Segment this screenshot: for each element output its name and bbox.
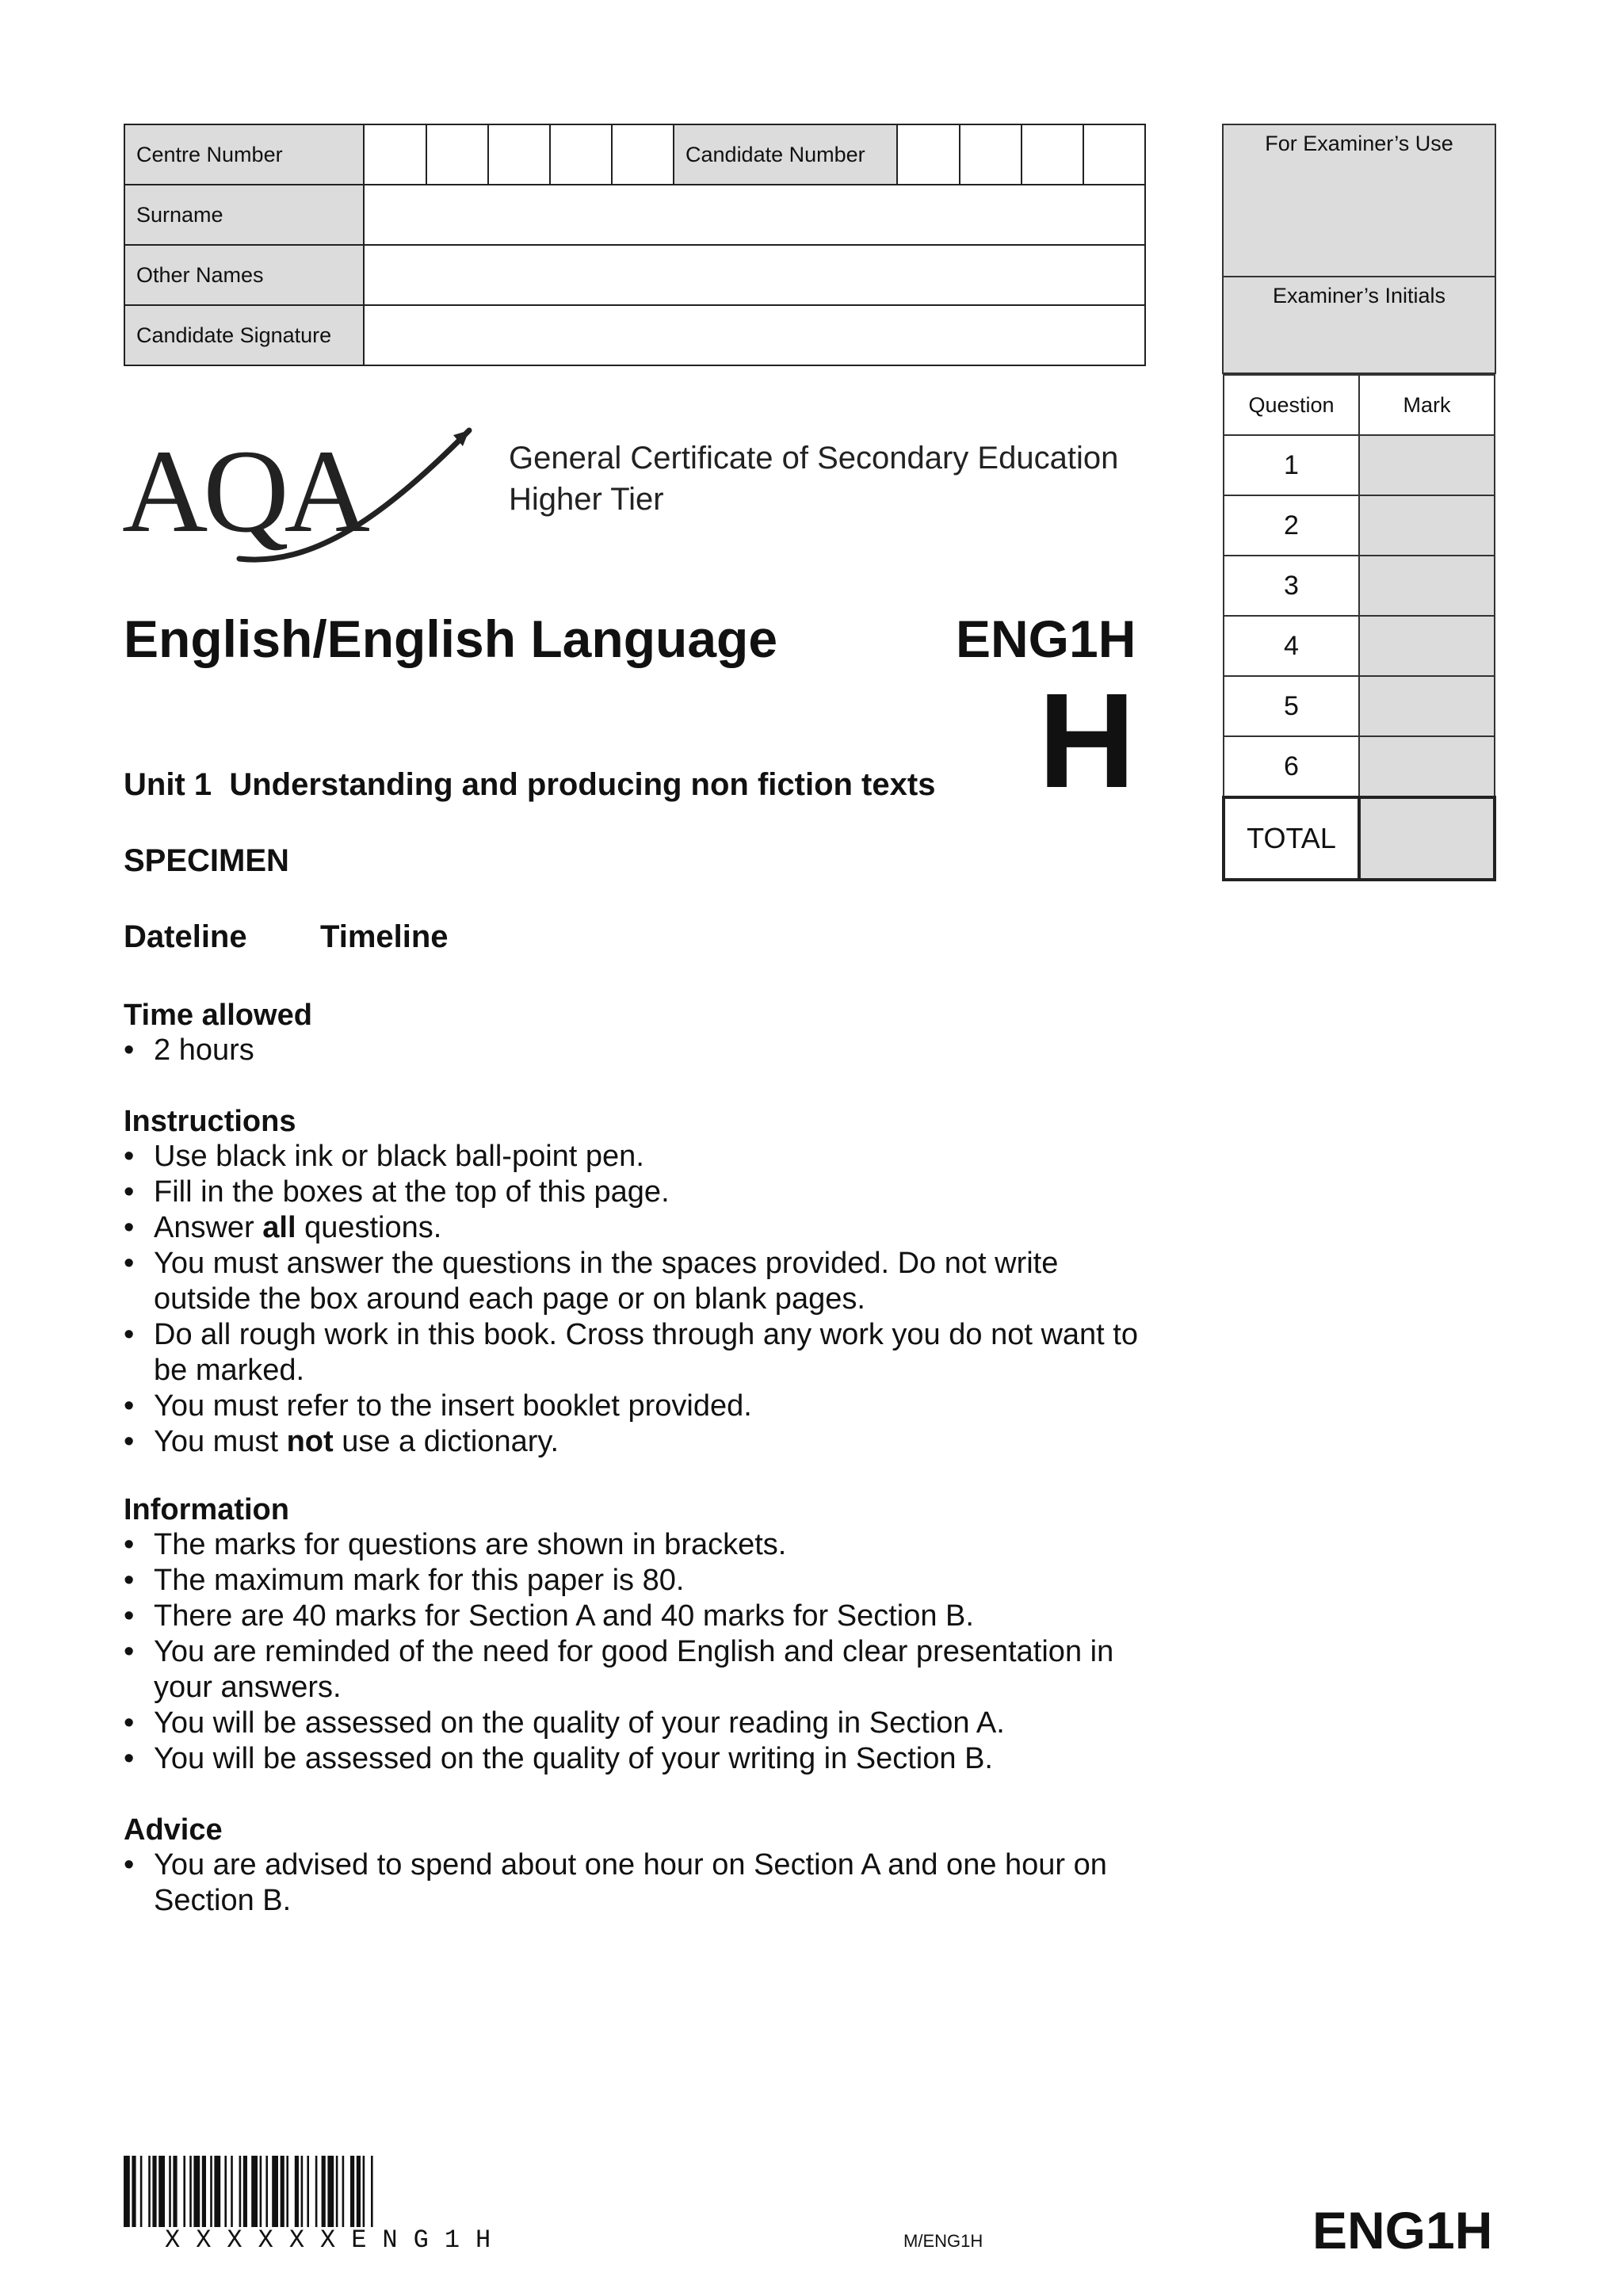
barcode-bar xyxy=(214,2156,220,2227)
question-number: 6 xyxy=(1224,736,1359,797)
advice-heading: Advice xyxy=(124,1813,223,1847)
mark-box[interactable] xyxy=(1359,676,1495,736)
list-item: • You must refer to the insert booklet provided. xyxy=(124,1389,1160,1424)
barcode-bar xyxy=(371,2156,373,2227)
qualification-block xyxy=(509,437,1118,520)
barcode-bar xyxy=(169,2156,171,2227)
examiner-initials-label: Examiner’s Initials xyxy=(1222,277,1496,374)
barcode-bar xyxy=(307,2156,309,2227)
information-heading: Information xyxy=(124,1493,289,1526)
time-allowed-section xyxy=(124,999,1160,1068)
marks-row xyxy=(1224,495,1495,556)
question-number: 5 xyxy=(1224,676,1359,736)
centre-candidate-row xyxy=(124,124,1145,185)
subject-title: English/English Language xyxy=(124,609,778,668)
tier-letter: H xyxy=(1038,666,1136,816)
list-item: • You are advised to spend about one hour on Section A and one hour on Section B. xyxy=(124,1847,1160,1919)
list-item: • Use black ink or black ball-point pen. xyxy=(124,1139,1160,1175)
list-item: • There are 40 marks for Section A and 40 marks for Section B. xyxy=(124,1599,1160,1634)
mark-box[interactable] xyxy=(1359,736,1495,797)
barcode-bar xyxy=(239,2156,242,2227)
instructions-section xyxy=(124,1105,1160,1460)
candidate-number-box-3[interactable] xyxy=(1022,124,1083,185)
information-list xyxy=(124,1527,1160,1777)
question-number: 4 xyxy=(1224,616,1359,676)
signature-label: Candidate Signature xyxy=(124,305,364,365)
barcode-bar xyxy=(158,2156,165,2227)
instructions-heading: Instructions xyxy=(124,1105,296,1138)
barcode-bar xyxy=(173,2156,177,2227)
barcode-bar xyxy=(243,2156,247,2227)
total-row xyxy=(1224,797,1495,880)
mark-box[interactable] xyxy=(1359,556,1495,616)
list-item: • You must answer the questions in the spaces provided. Do not write outside the box around each page or on blank pages. xyxy=(124,1246,1160,1317)
unit-title: Unit 1 Understanding and producing non fiction texts xyxy=(124,767,936,802)
barcode-bar xyxy=(265,2156,268,2227)
total-label: TOTAL xyxy=(1224,797,1359,880)
surname-row xyxy=(124,185,1145,245)
list-item: • The marks for questions are shown in brackets. xyxy=(124,1527,1160,1563)
qualification-line-1: General Certificate of Secondary Education xyxy=(509,441,1119,476)
barcode-bar xyxy=(301,2156,304,2227)
barcode-bar xyxy=(295,2156,299,2227)
instructions-list xyxy=(124,1139,1160,1460)
barcode-bar xyxy=(148,2156,151,2227)
barcode-bar xyxy=(260,2156,262,2227)
question-number: 3 xyxy=(1224,556,1359,616)
qualification-line-2: Higher Tier xyxy=(509,482,664,517)
paper-code: ENG1H xyxy=(956,609,1136,668)
barcode-bar xyxy=(350,2156,354,2227)
other-names-label: Other Names xyxy=(124,245,364,305)
barcode-bar xyxy=(152,2156,156,2227)
question-number: 1 xyxy=(1224,435,1359,495)
barcode-bar xyxy=(327,2156,334,2227)
question-number: 2 xyxy=(1224,495,1359,556)
marks-row xyxy=(1224,676,1495,736)
barcode-bar xyxy=(272,2156,278,2227)
barcode-bar xyxy=(140,2156,143,2227)
mark-box[interactable] xyxy=(1359,495,1495,556)
marks-header-row xyxy=(1224,375,1495,435)
marks-row xyxy=(1224,435,1495,495)
candidate-number-box-2[interactable] xyxy=(960,124,1022,185)
barcode-bar xyxy=(124,2156,130,2227)
list-item: • You will be assessed on the quality of your reading in Section A. xyxy=(124,1706,1160,1741)
barcode-bar xyxy=(286,2156,288,2227)
barcode-bar xyxy=(210,2156,212,2227)
advice-list xyxy=(124,1847,1160,1919)
barcode-bar xyxy=(322,2156,326,2227)
barcode-text: XXXXXXENG1H xyxy=(165,2225,507,2255)
footer-paper-code: ENG1H xyxy=(1312,2201,1493,2260)
list-item: • Answer all questions. xyxy=(124,1210,1160,1246)
timeline-label: Timeline xyxy=(320,919,449,954)
paper-reference: M/ENG1H xyxy=(903,2231,983,2251)
centre-number-box-1[interactable] xyxy=(364,124,426,185)
signature-field[interactable] xyxy=(364,305,1145,365)
examiner-use-label: For Examiner’s Use xyxy=(1222,124,1496,277)
surname-label: Surname xyxy=(124,185,364,245)
marks-row xyxy=(1224,616,1495,676)
candidate-number-box-1[interactable] xyxy=(897,124,959,185)
aqa-logo xyxy=(120,424,477,567)
marks-table xyxy=(1222,374,1496,881)
time-allowed-list xyxy=(124,1033,1160,1068)
candidate-details-table xyxy=(124,124,1146,366)
barcode xyxy=(124,2156,567,2227)
barcode-bar xyxy=(363,2156,365,2227)
barcode-bar xyxy=(189,2156,192,2227)
candidate-number-box-4[interactable] xyxy=(1083,124,1145,185)
list-item: • Fill in the boxes at the top of this page. xyxy=(124,1175,1160,1210)
dateline-label: Dateline xyxy=(124,919,247,954)
list-item: • You are reminded of the need for good English and clear presentation in your answers. xyxy=(124,1634,1160,1706)
advice-section xyxy=(124,1813,1160,1919)
list-item: • Do all rough work in this book. Cross through any work you do not want to be marked. xyxy=(124,1317,1160,1389)
barcode-bar xyxy=(336,2156,338,2227)
centre-number-box-3[interactable] xyxy=(488,124,550,185)
specimen-label: SPECIMEN xyxy=(124,843,289,878)
barcode-bar xyxy=(251,2156,258,2227)
barcode-bar xyxy=(193,2156,200,2227)
candidate-number-label: Candidate Number xyxy=(674,124,897,185)
signature-row xyxy=(124,305,1145,365)
centre-number-label: Centre Number xyxy=(124,124,364,185)
list-item: • 2 hours xyxy=(124,1033,1160,1068)
barcode-bar xyxy=(132,2156,136,2227)
list-item: • You must not use a dictionary. xyxy=(124,1424,1160,1460)
barcode-bar xyxy=(342,2156,345,2227)
barcode-bar xyxy=(202,2156,206,2227)
other-names-field[interactable] xyxy=(364,245,1145,305)
barcode-bar xyxy=(315,2156,318,2227)
marks-row xyxy=(1224,556,1495,616)
barcode-bar xyxy=(183,2156,185,2227)
time-allowed-heading: Time allowed xyxy=(124,999,312,1032)
surname-field[interactable] xyxy=(364,185,1145,245)
barcode-bar xyxy=(357,2156,361,2227)
other-names-row xyxy=(124,245,1145,305)
mark-box[interactable] xyxy=(1359,435,1495,495)
list-item: • You will be assessed on the quality of your writing in Section B. xyxy=(124,1741,1160,1777)
total-mark-box[interactable] xyxy=(1359,797,1495,880)
barcode-bar xyxy=(231,2156,233,2227)
mark-header: Mark xyxy=(1359,375,1495,435)
question-header: Question xyxy=(1224,375,1359,435)
centre-number-box-4[interactable] xyxy=(550,124,612,185)
marks-row xyxy=(1224,736,1495,797)
barcode-bar xyxy=(281,2156,285,2227)
list-item: • The maximum mark for this paper is 80. xyxy=(124,1563,1160,1599)
barcode-bar xyxy=(224,2156,227,2227)
aqa-logo-text: AQA xyxy=(122,426,365,557)
examiner-use-panel xyxy=(1222,124,1496,881)
centre-number-box-2[interactable] xyxy=(426,124,488,185)
mark-box[interactable] xyxy=(1359,616,1495,676)
centre-number-box-5[interactable] xyxy=(612,124,674,185)
information-section xyxy=(124,1493,1160,1777)
